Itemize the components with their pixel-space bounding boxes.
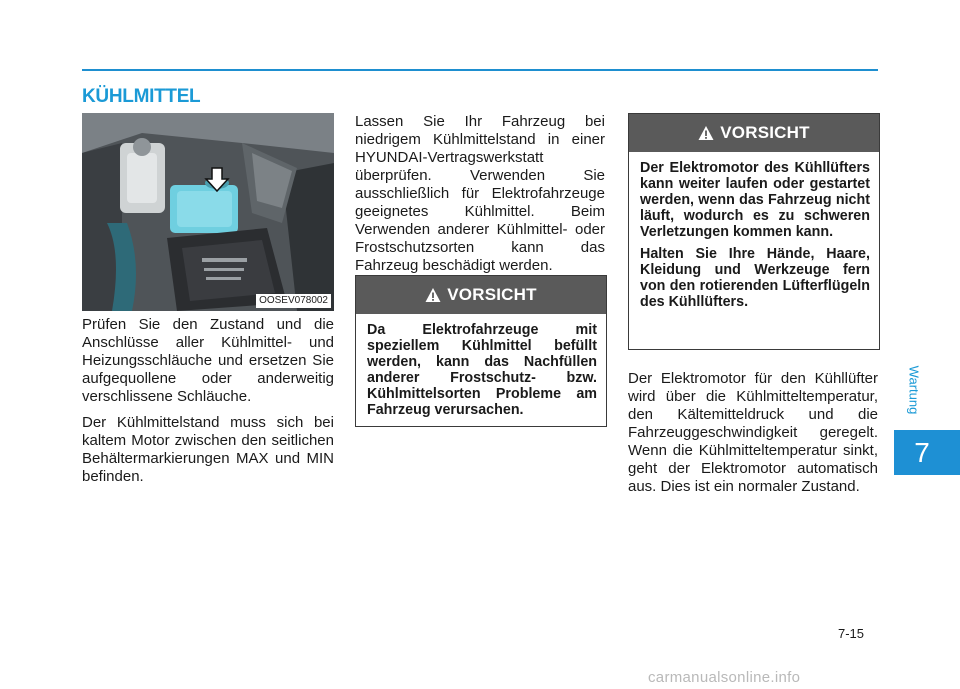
paragraph: Der Elektromotor des Kühllüfters kann weiter laufen oder gestartet werden, wenn das Fahrzeug nicht läuft, wodurch es zu schweren Verletzungen kommen kann. — [640, 160, 870, 240]
chapter-tab[interactable] — [894, 430, 960, 475]
warning-triangle-icon — [698, 125, 714, 141]
paragraph: Da Elektrofahrzeuge mit speziellem Kühlmittel befüllt werden, kann das Nachfüllen anderer Frostschutz- bzw. Kühlmittelsorten Probleme am Fahrzeug verursachen. — [367, 322, 597, 418]
caution-box-fan — [628, 113, 880, 350]
warning-triangle-icon — [425, 287, 441, 303]
column-1-text — [82, 316, 334, 494]
column-2-text — [355, 113, 605, 283]
column-3-text — [628, 370, 878, 504]
chapter-number: 7 — [914, 436, 930, 468]
engine-bay-photo — [82, 113, 334, 311]
section-title: KÜHLMITTEL — [82, 86, 201, 107]
paragraph: Prüfen Sie den Zustand und die Anschlüsse aller Kühlmittel- und Heizungsschläuche und ersetzen Sie aufgequollene oder anderweitig verschlissene Schläuche. — [82, 316, 334, 405]
chapter-label: Wartung — [906, 365, 922, 415]
page-number: 7-15 — [838, 626, 865, 641]
watermark: carmanualsonline.info — [648, 669, 801, 686]
paragraph: Lassen Sie Ihr Fahrzeug bei niedrigem Kühlmittelstand in einer HYUNDAI-Vertragswerkstatt überprüfen. Verwenden Sie ausschließlich für Elektrofahrzeuge geeignetes Kühlmittel. Beim Verwenden anderer Kühlmittel- oder Frostschutzsorten kann das Fahrzeug beschädigt werden. — [355, 113, 605, 274]
caution-body — [356, 314, 606, 432]
caution-box-coolant — [355, 275, 607, 427]
caution-label: VORSICHT — [720, 123, 810, 142]
caution-header — [629, 114, 879, 152]
caution-body — [629, 152, 879, 324]
engine-bay-illustration — [82, 113, 334, 311]
chapter-side-label — [904, 355, 924, 425]
top-rule — [82, 69, 878, 71]
caution-label: VORSICHT — [447, 285, 537, 304]
caution-header — [356, 276, 606, 314]
paragraph: Der Kühlmittelstand muss sich bei kaltem Motor zwischen den seitlichen Behältermarkierungen MAX und MIN befinden. — [82, 414, 334, 485]
paragraph: Halten Sie Ihre Hände, Haare, Kleidung und Werkzeuge fern von den rotierenden Lüfterflügeln des Kühllüfters. — [640, 246, 870, 310]
paragraph: Der Elektromotor für den Kühllüfter wird über die Kühlmitteltemperatur, den Kältemitteldruck und die Fahrzeuggeschwindigkeit geregelt. Wenn die Kühlmitteltemperatur sinkt, geht der Elektromotor automatisch aus. Dies ist ein normaler Zustand. — [628, 370, 878, 495]
figure-code: OOSEV078002 — [256, 294, 331, 308]
